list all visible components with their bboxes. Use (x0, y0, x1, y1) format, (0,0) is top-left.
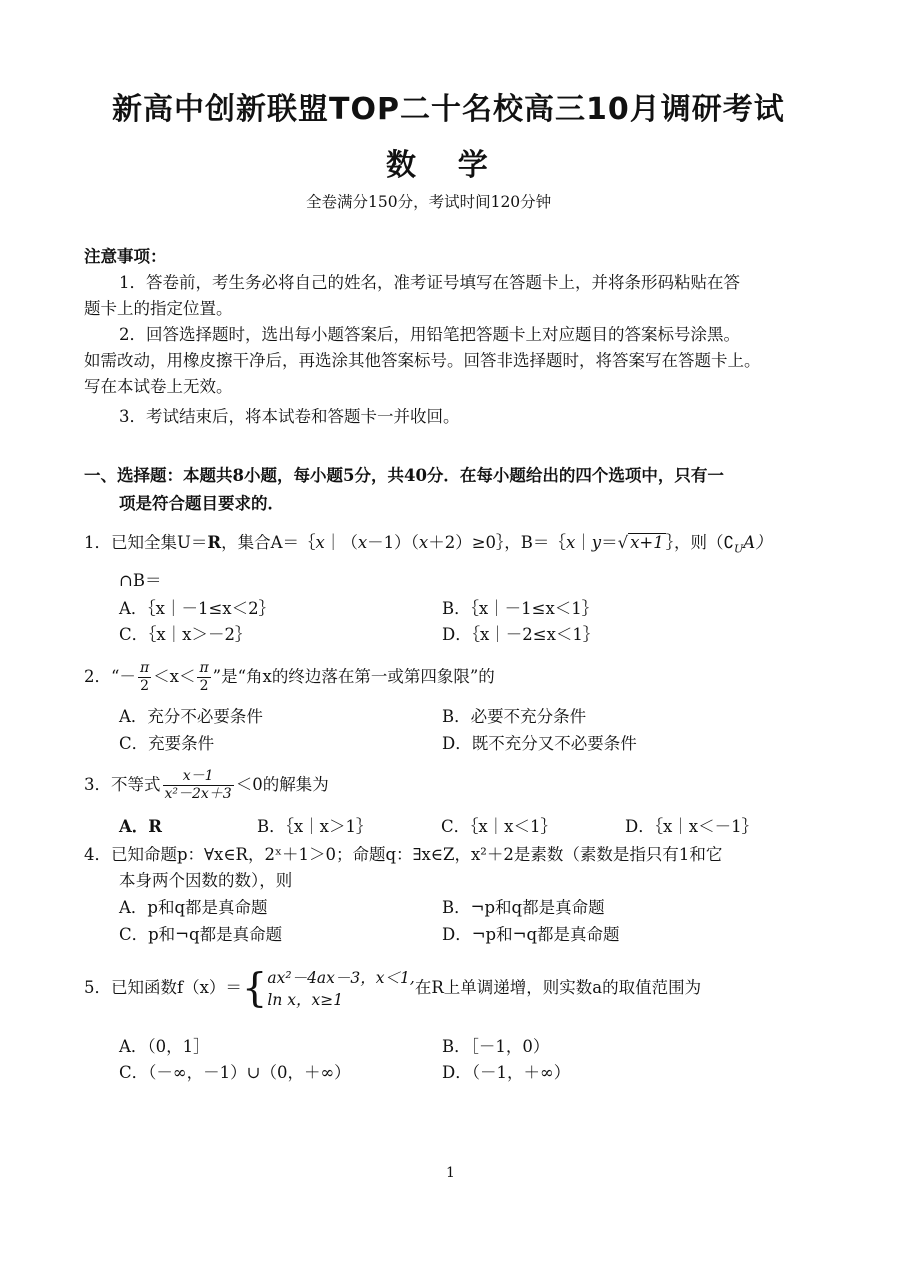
q1-subscript: U (733, 542, 744, 556)
q2-fraction-1 (138, 660, 151, 695)
exam-info: 全卷满分150分，考试时间120分钟 (306, 193, 552, 211)
subject-title: 数 学 (386, 148, 488, 183)
q4-stem-line-2: 本身两个因数的数），则 (119, 871, 293, 890)
q1-text: y (591, 533, 602, 552)
q5-option-b[interactable]: B．［－1，0） (442, 1037, 550, 1056)
q4-option-a[interactable]: A．p和q都是真命题 (119, 898, 268, 917)
q3-option-b[interactable]: B．｛x｜x＞1｝ (257, 817, 373, 836)
q2-frac-den: 2 (140, 678, 149, 694)
q1-text: －1）（ (367, 533, 419, 552)
q5-text: 5．已知函数f（x）＝ (84, 978, 242, 997)
q1-sqrt: x+1 (630, 533, 664, 552)
q3-fraction (163, 768, 234, 803)
q1-text: x (418, 533, 429, 552)
q2-option-d[interactable]: D．既不充分又不必要条件 (442, 734, 637, 753)
q1-text: R (207, 533, 222, 552)
q2-text: 2．“－ (84, 667, 136, 686)
note-2-line-2: 如需改动，用橡皮擦干净后，再选涂其他答案标号。回答非选择题时，将答案写在答题卡上。 (84, 351, 761, 370)
q5-option-c[interactable]: C．（－∞，－1）∪（0，＋∞） (119, 1063, 351, 1082)
q1-option-c[interactable]: C．｛x｜x＞－2｝ (119, 625, 252, 644)
note-3: 3．考试结束后，将本试卷和答题卡一并收回。 (119, 407, 460, 426)
q1-text: ｝，则（∁ (665, 533, 734, 552)
q1-text: A） (743, 533, 772, 552)
q3-frac-den: x²－2x＋3 (164, 786, 232, 802)
q2-fraction-2 (197, 660, 210, 695)
q3-option-a[interactable]: A．R (119, 817, 163, 836)
q5-cases (267, 967, 414, 1011)
q5-case-2: ln x，x≥1 (267, 990, 344, 1009)
q2-option-c[interactable]: C．充要条件 (119, 734, 215, 753)
q4-option-b[interactable]: B．¬p和q都是真命题 (442, 898, 605, 917)
q4-option-c[interactable]: C．p和¬q都是真命题 (119, 925, 283, 944)
q1-option-a[interactable]: A．｛x｜－1≤x＜2｝ (119, 599, 276, 618)
q5-option-d[interactable]: D．（－1，＋∞） (442, 1063, 571, 1082)
q1-text: x (357, 533, 368, 552)
q1-text: ＋2）≥0｝，B＝｛ (428, 533, 566, 552)
q1-option-b[interactable]: B．｛x｜－1≤x＜1｝ (442, 599, 599, 618)
q1-text: x (315, 533, 325, 552)
q3-option-d[interactable]: D．｛x｜x＜－1｝ (625, 817, 759, 836)
q3-option-c[interactable]: C．｛x｜x＜1｝ (441, 817, 557, 836)
q5-text: 在R上单调递增，则实数a的取值范围为 (414, 978, 702, 997)
q2-frac-den: 2 (199, 678, 209, 694)
note-2-line-3: 写在本试卷上无效。 (84, 377, 233, 396)
q5-option-a[interactable]: A．（0，1］ (119, 1037, 210, 1056)
q3-text: 3．不等式 (84, 775, 161, 794)
q2-option-b[interactable]: B．必要不充分条件 (442, 707, 587, 726)
q2-text: ＜x＜ (153, 667, 196, 686)
q3-frac-num: x－1 (163, 768, 234, 786)
page-number: 1 (446, 1165, 455, 1181)
q5-brace: { (241, 965, 268, 1012)
q1-text: ＝ (601, 533, 618, 552)
exam-title: 新高中创新联盟TOP二十名校高三10月调研考试 (112, 92, 785, 127)
q1-option-d[interactable]: D．｛x｜－2≤x＜1｝ (442, 625, 600, 644)
q2-option-a[interactable]: A．充分不必要条件 (119, 707, 263, 726)
q1-text: ，集合A＝｛ (221, 533, 316, 552)
q2-stem (84, 658, 495, 696)
q2-text: ”是“角x的终边落在第一或第四象限”的 (212, 667, 495, 686)
q1-text: 1．已知全集U＝ (84, 533, 208, 552)
q3-stem (84, 765, 329, 805)
q1-stem-cont: ∩B＝ (119, 571, 162, 590)
q5-stem (84, 960, 701, 1016)
q2-frac-num: π (139, 660, 150, 676)
q4-stem-line-1: 4．已知命题p：∀x∈R，2ˣ＋1＞0；命题q：∃x∈Z，x²＋2是素数（素数是指只有1和它 (84, 845, 723, 864)
q4-option-d[interactable]: D．¬p和¬q都是真命题 (442, 925, 620, 944)
section-1-line-1: 一、选择题：本题共8小题，每小题5分，共40分．在每小题给出的四个选项中，只有一 (84, 466, 724, 485)
q3-text: ＜0的解集为 (235, 775, 329, 794)
q1-text: x (565, 533, 576, 552)
note-1-line-2: 题卡上的指定位置。 (84, 299, 233, 318)
q5-case-1: ax²－4ax－3，x＜1, (267, 968, 415, 987)
note-2-line-1: 2．回答选择题时，选出每小题答案后，用铅笔把答题卡上对应题目的答案标号涂黑。 (119, 325, 740, 344)
section-1-line-2: 项是符合题目要求的． (119, 494, 284, 513)
q1-text: ｜ (575, 533, 592, 552)
q1-stem: 1．已知全集U＝R，集合A＝｛x｜（x－1）（x＋2）≥0｝，B＝｛x｜y＝√ x+1 ｝，则$(∁_UA)$ (84, 533, 772, 556)
q1-text: ｜（ (324, 533, 358, 552)
notes-heading: 注意事项： (84, 247, 167, 266)
note-1-line-1: 1．答卷前，考生务必将自己的姓名，准考证号填写在答题卡上，并将条形码粘贴在答 (119, 273, 740, 292)
q2-frac-num: π (199, 660, 209, 676)
